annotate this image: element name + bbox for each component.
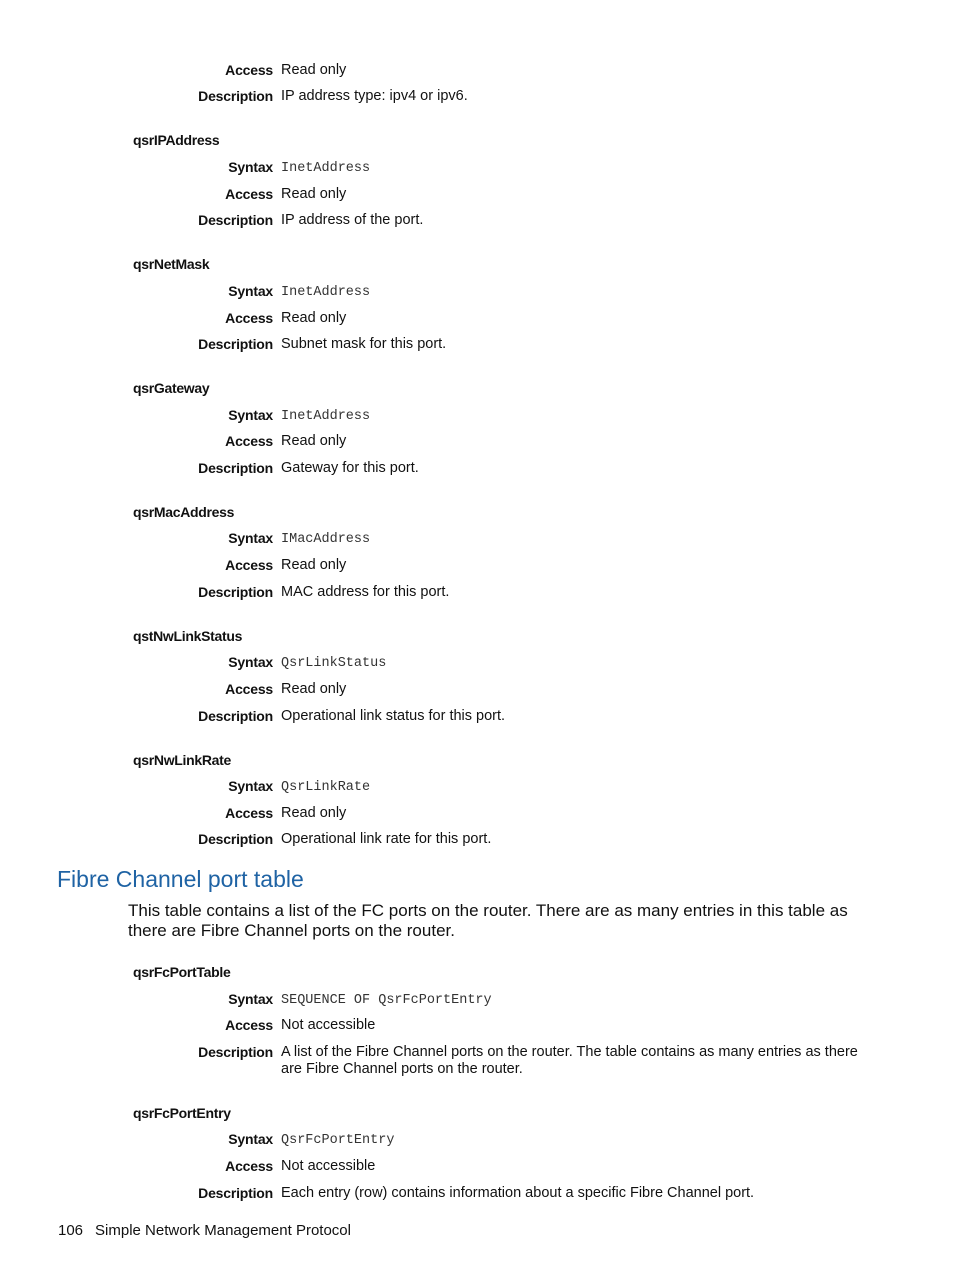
description-value: Operational link status for this port. <box>281 708 506 724</box>
description-label: Description <box>198 1185 273 1201</box>
access-label: Access <box>225 310 273 326</box>
syntax-value: SEQUENCE OF QsrFcPortEntry <box>281 993 492 1008</box>
access-value: Read only <box>281 310 347 326</box>
syntax-value: InetAddress <box>281 285 371 300</box>
syntax-label: Syntax <box>228 159 273 175</box>
access-label: Access <box>225 557 273 573</box>
description-value: Gateway for this port. <box>281 460 419 476</box>
syntax-value: QsrFcPortEntry <box>281 1133 395 1148</box>
description-label: Description <box>198 831 273 847</box>
syntax-value: InetAddress <box>281 409 371 424</box>
syntax-label: Syntax <box>228 530 273 546</box>
access-label: Access <box>225 681 273 697</box>
object-name: qsrIPAddress <box>133 132 220 148</box>
syntax-value: IMacAddress <box>281 532 371 547</box>
access-label: Access <box>225 805 273 821</box>
description-label: Description <box>198 336 273 352</box>
description-label: Description <box>198 708 273 724</box>
access-label: Access <box>225 1017 273 1033</box>
object-name: qsrNwLinkRate <box>133 752 232 768</box>
section-intro: This table contains a list of the FC ports on the router. There are as many entries in this table as there are Fibre Channel ports on the router. <box>128 901 848 940</box>
access-label: Access <box>225 433 273 449</box>
object-name: qstNwLinkStatus <box>133 628 243 644</box>
description-value: A list of the Fibre Channel ports on the router. The table contains as many entries as there are Fibre Channel ports on the router. <box>281 1044 858 1077</box>
page-footer <box>58 1222 351 1239</box>
description-value: IP address type: ipv4 or ipv6. <box>281 88 468 104</box>
description-value: Subnet mask for this port. <box>281 336 447 352</box>
page-number: 106 <box>58 1222 84 1239</box>
description-value: Operational link rate for this port. <box>281 831 492 847</box>
description-value: IP address of the port. <box>281 212 424 228</box>
syntax-label: Syntax <box>228 407 273 423</box>
access-label: Access <box>225 1158 273 1174</box>
access-label: Access <box>225 62 273 78</box>
syntax-label: Syntax <box>228 283 273 299</box>
syntax-value: QsrLinkRate <box>281 780 371 795</box>
description-label: Description <box>198 584 273 600</box>
description-label: Description <box>198 460 273 476</box>
object-name: qsrFcPortEntry <box>133 1105 231 1121</box>
access-label: Access <box>225 186 273 202</box>
description-label: Description <box>198 1044 273 1060</box>
syntax-value: InetAddress <box>281 161 371 176</box>
syntax-label: Syntax <box>228 654 273 670</box>
access-value: Not accessible <box>281 1158 376 1174</box>
syntax-label: Syntax <box>228 778 273 794</box>
object-name: qsrMacAddress <box>133 504 235 520</box>
access-value: Not accessible <box>281 1017 376 1033</box>
syntax-label: Syntax <box>228 1131 273 1147</box>
access-value: Read only <box>281 62 347 78</box>
description-value: MAC address for this port. <box>281 584 450 600</box>
description-label: Description <box>198 88 273 104</box>
object-name: qsrGateway <box>133 380 210 396</box>
syntax-label: Syntax <box>228 991 273 1007</box>
description-label: Description <box>198 212 273 228</box>
access-value: Read only <box>281 557 347 573</box>
syntax-value: QsrLinkStatus <box>281 656 387 671</box>
access-value: Read only <box>281 433 347 449</box>
access-value: Read only <box>281 186 347 202</box>
access-value: Read only <box>281 805 347 821</box>
access-value: Read only <box>281 681 347 697</box>
section-title: Fibre Channel port table <box>57 866 304 892</box>
object-name: qsrNetMask <box>133 256 210 272</box>
chapter-title: Simple Network Management Protocol <box>95 1222 351 1239</box>
object-name: qsrFcPortTable <box>133 964 231 980</box>
description-value: Each entry (row) contains information about a specific Fibre Channel port. <box>281 1185 755 1201</box>
